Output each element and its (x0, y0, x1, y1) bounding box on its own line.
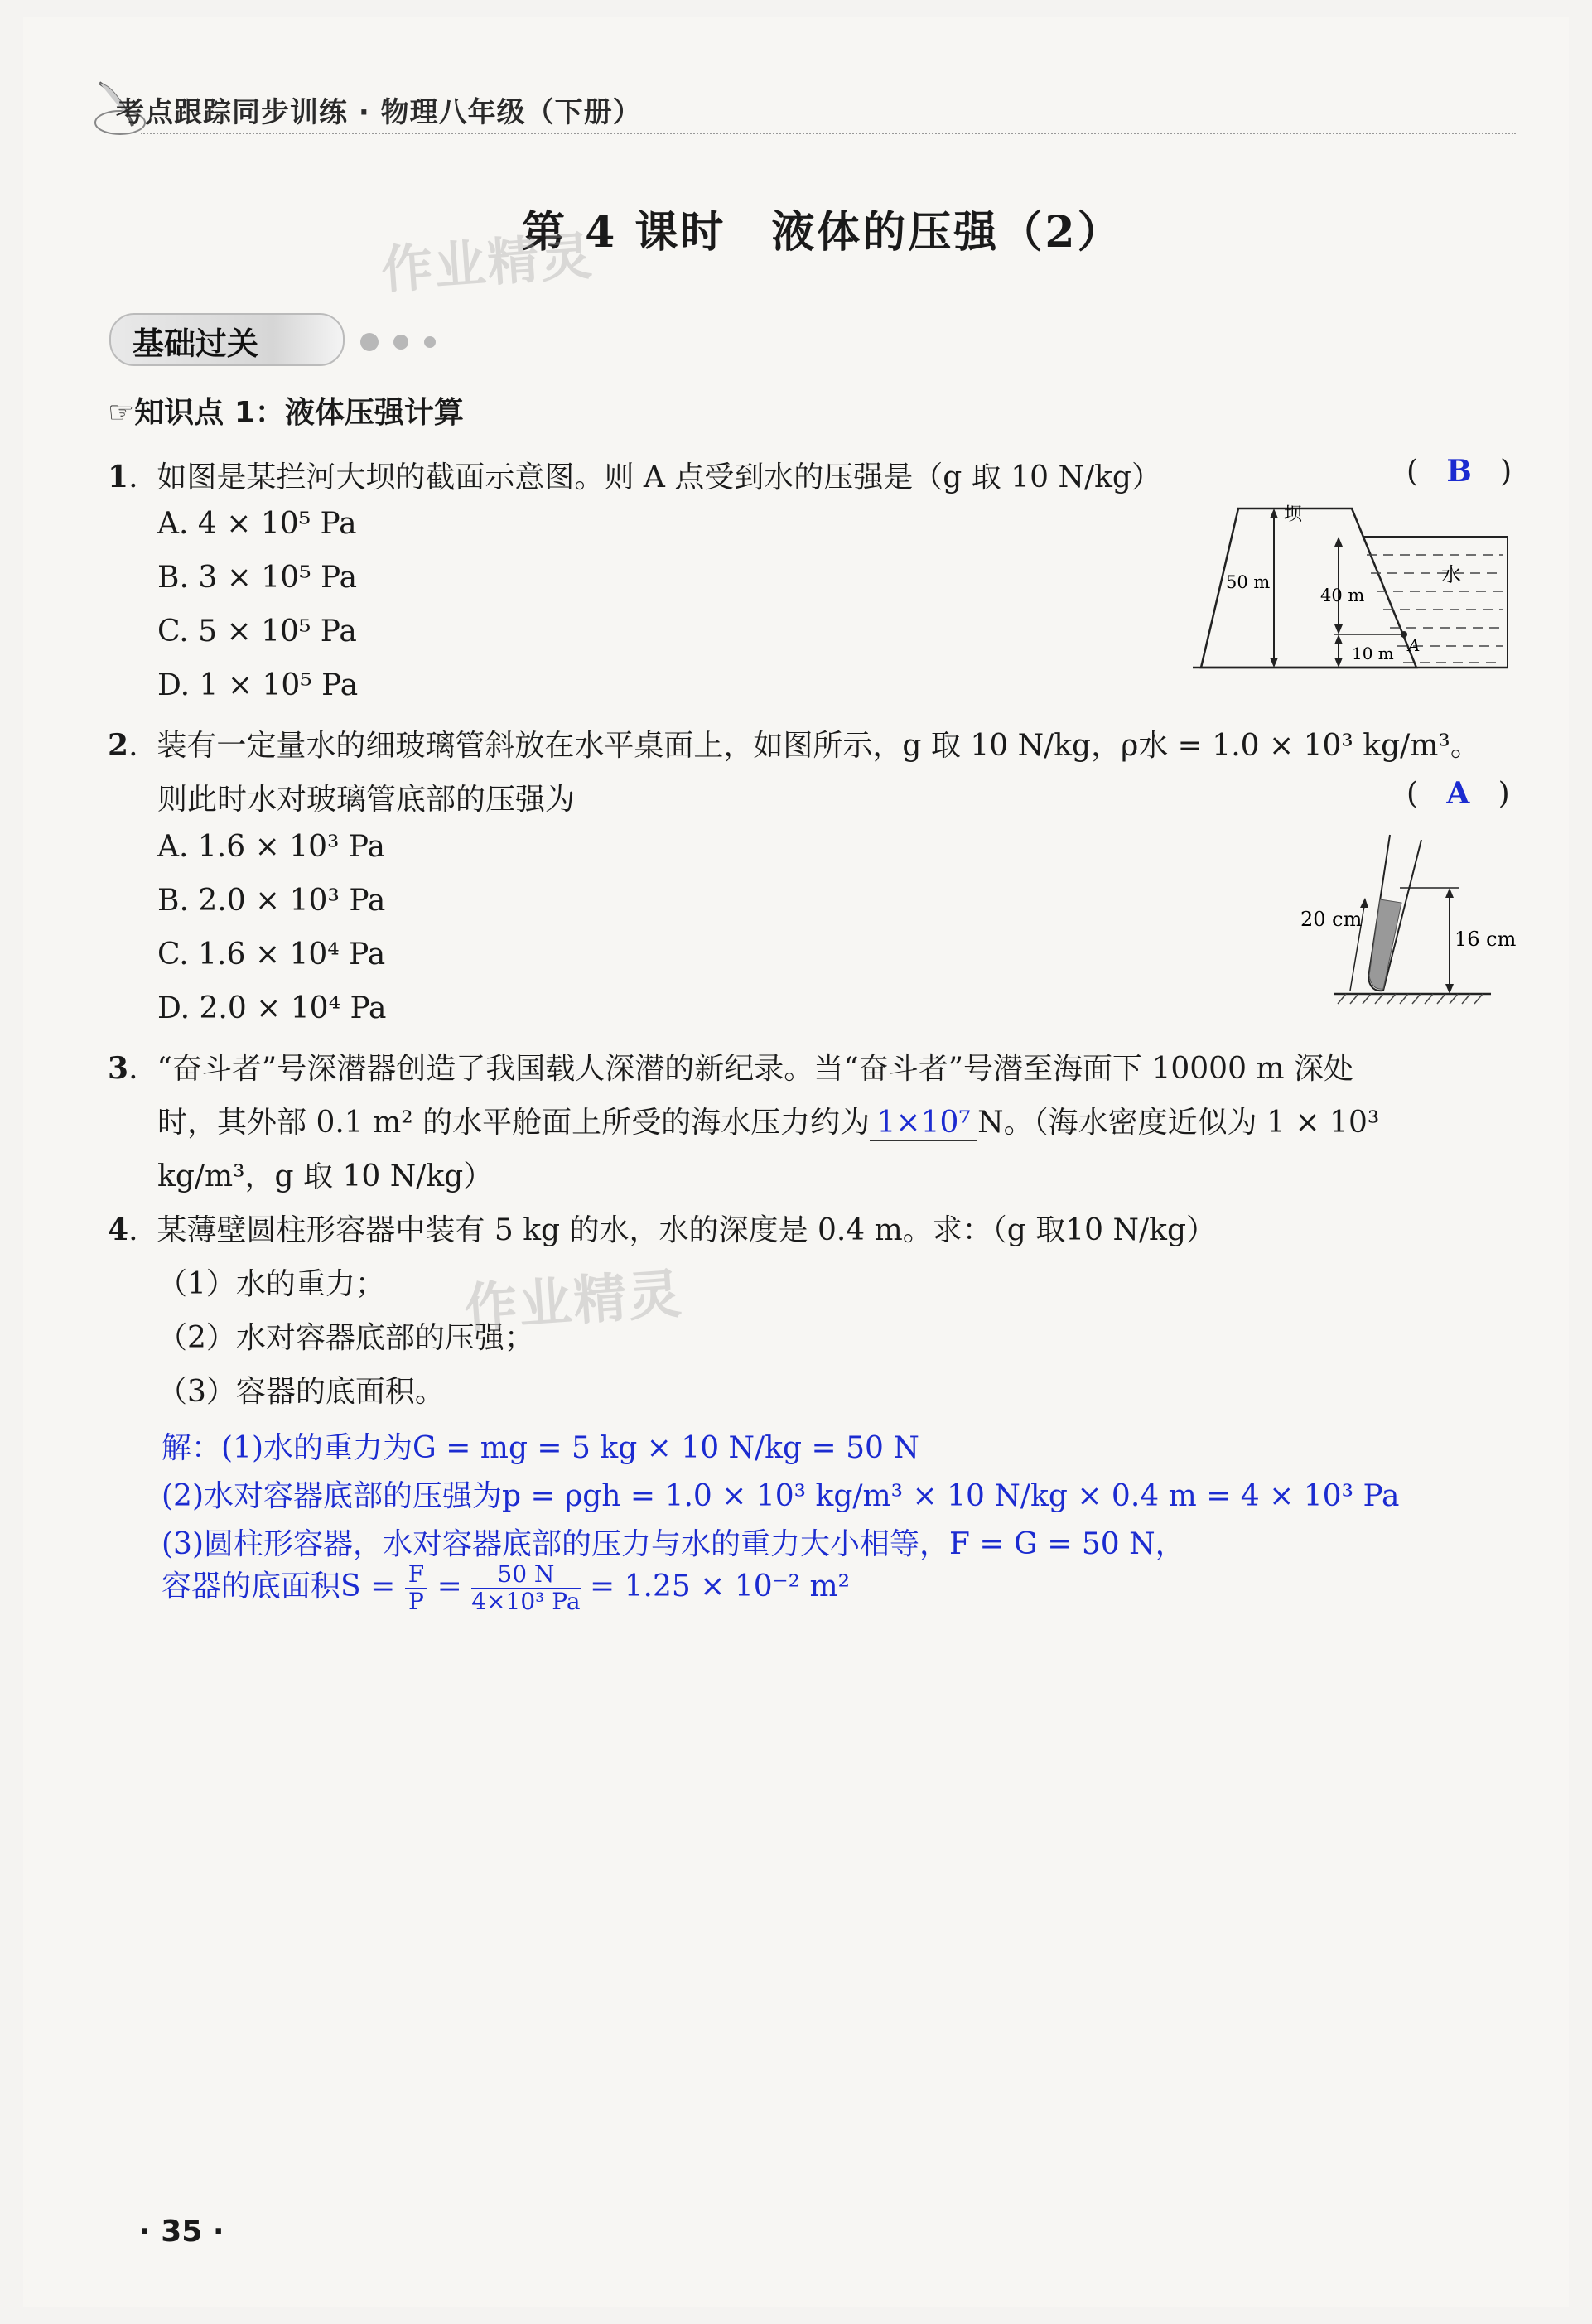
q2-option-d: D. 2.0 × 10⁴ Pa (157, 991, 387, 1025)
q3-line-2: 时，其外部 0.1 m² 的水平舱面上所受的海水压力约为 1×10⁷ N。（海水密度近似为 1 × 10³ (157, 1106, 1380, 1140)
dot-icon (360, 333, 379, 351)
h10-label: 10 m (1352, 644, 1394, 663)
fraction-f-over-p: $\frac{F}{P}$ (405, 1562, 427, 1615)
q1-option-a: A. 4 × 10⁵ Pa (157, 507, 357, 541)
dot-icon (393, 335, 408, 350)
watermark-2: 作业精灵 (462, 1263, 685, 1341)
page-title: 第 4 课时 液体的压强（2） (522, 207, 1123, 258)
q1-option-c: C. 5 × 10⁵ Pa (157, 615, 357, 649)
q1-option-b: B. 3 × 10⁵ Pa (157, 561, 358, 595)
q1-option-d: D. 1 × 10⁵ Pa (157, 668, 359, 702)
q3-answer-blank: 1×10⁷ (870, 1106, 977, 1141)
q2-option-a: A. 1.6 × 10³ Pa (157, 830, 385, 864)
h50-label: 50 m (1226, 572, 1271, 592)
header-divider (141, 133, 1516, 134)
q3-line-3: kg/m³，g 取 10 N/kg） (157, 1160, 494, 1193)
q2-stem-1: 2. 装有一定量水的细玻璃管斜放在水平桌面上，如图所示，g 取 10 N/kg，ρ水 = 1.0 × 10³ kg/m³。 (108, 728, 1480, 763)
section-title: 基础过关 (133, 325, 259, 362)
water-label: 水 (1441, 563, 1461, 586)
tube-figure (1300, 828, 1516, 1010)
q2-answer-box: ( A ) (1406, 776, 1510, 811)
knowledge-point: ☞知识点 1：液体压强计算 (108, 396, 464, 430)
q1-answer: B (1446, 454, 1472, 489)
q4-solution-2: (2)水对容器底部的压强为p = ρgh = 1.0 × 10³ kg/m³ × 10 N/kg × 0.4 m = 4 × 10³ Pa (162, 1479, 1400, 1513)
q4-solution-3: (3)圆柱形容器，水对容器底部的压力与水的重力大小相等，F = G = 50 N， (162, 1527, 1185, 1561)
tube-height-label: 16 cm (1455, 928, 1516, 951)
tube-length-label: 20 cm (1300, 908, 1363, 931)
h40-label: 40 m (1320, 586, 1365, 605)
q4-part-1: （1）水的重力； (157, 1267, 385, 1301)
q1-stem: 1. 如图是某拦河大坝的截面示意图。则 A 点受到水的压强是（g 取 10 N/kg） (108, 460, 1161, 494)
fraction-values: $\frac{50 N}{\text{4×10³ Pa}}$ (471, 1560, 581, 1615)
q4-solution-1: 解：(1)水的重力为G = mg = 5 kg × 10 N/kg = 50 N (162, 1431, 919, 1465)
watermark: 作业精灵 (379, 225, 596, 301)
point-a-label: A (1408, 635, 1421, 655)
q3-line-1: 3. “奋斗者”号深潜器创造了我国载人深潜的新纪录。当“奋斗者”号潜至海面下 10000 m 深处 (108, 1051, 1354, 1086)
dam-label: 坝 (1284, 504, 1303, 525)
q2-answer: A (1446, 776, 1470, 811)
q4-stem: 4. 某薄壁圆柱形容器中装有 5 kg 的水，水的深度是 0.4 m。求：（g 取10 N/kg） (108, 1213, 1217, 1247)
q2-stem-2: 则此时水对玻璃管底部的压强为 (157, 783, 576, 817)
q1-answer-box: ( B ) (1406, 454, 1512, 489)
page-number: · 35 · (139, 2215, 224, 2249)
q4-part-2: （2）水对容器底部的压强； (157, 1321, 534, 1355)
q2-option-b: B. 2.0 × 10³ Pa (157, 884, 386, 918)
header-title: 考点跟踪同步训练 · 物理八年级（下册） (116, 96, 642, 129)
pointing-hand-icon: ☞ (108, 396, 135, 430)
q2-option-c: C. 1.6 × 10⁴ Pa (157, 938, 386, 972)
dam-figure (1193, 497, 1516, 679)
q4-part-3: （3）容器的底面积。 (157, 1375, 445, 1409)
q4-solution-4: 容器的底面积S = $\frac{F}{P}$ = $\frac{50 N}{\text{4×10³ Pa}}$ = 1.25 × 10⁻² m² (162, 1560, 851, 1615)
dot-icon (424, 336, 436, 348)
